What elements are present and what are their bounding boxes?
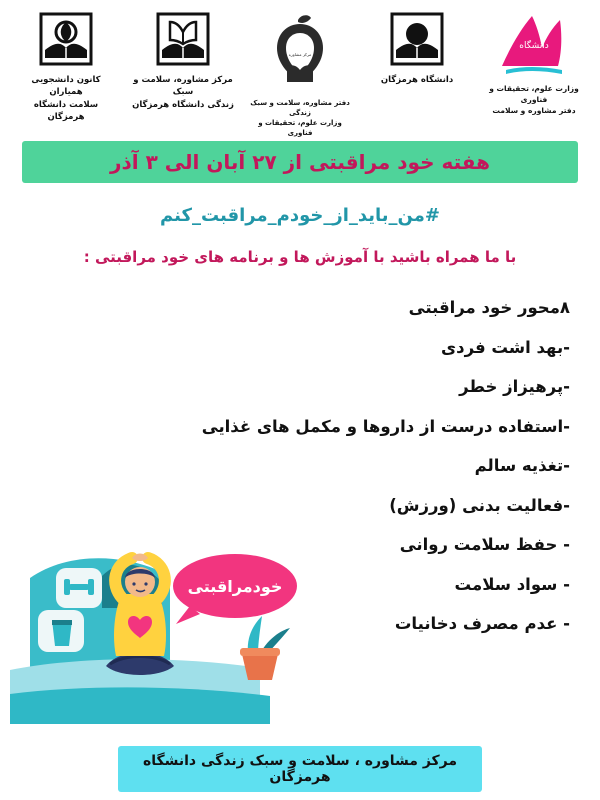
open-book-icon [152, 8, 214, 70]
university-emblem-icon [386, 8, 448, 70]
footer-text: مرکز مشاوره ، سلامت و سبک زندگی دانشگاه هرمزگان [142, 753, 458, 785]
logo-caption: دفتر مشاوره، سلامت و سبک زندگی وزارت علوم، تحقیقات و فناوری [250, 99, 350, 138]
poster-title-band [22, 141, 578, 183]
speech-bubble-label: خودمراقبتی [187, 577, 283, 596]
logo-caption: کانون دانشجویی همیاران سلامت دانشگاه هرمزگان [31, 75, 101, 122]
logo-block-university [365, 8, 469, 86]
footer-band [118, 746, 482, 792]
page-title: هفته خود مراقبتی از ۲۷ آبان الی ۳ آذر [109, 150, 491, 174]
list-item: - عدم مصرف دخانیات [394, 614, 570, 633]
list-item: - حفظ سلامت روانی [399, 535, 570, 554]
list-item: -بهد اشت فردی [441, 337, 570, 357]
subtitle-text: با ما همراه باشید با آموزش ها و برنامه های خود مراقبتی : [83, 248, 517, 266]
svg-text:مرکز مشاوره: مرکز مشاوره [288, 52, 312, 57]
yoga-illustration [10, 458, 330, 738]
list-item: - سواد سلامت [454, 574, 570, 594]
svg-text:دانشگاه: دانشگاه [519, 41, 549, 51]
logo-block-ministry-office [248, 8, 352, 139]
list-item: -فعالیت بدنی (ورزش) [389, 495, 570, 515]
hashtag-text: #من_باید_از_خودم_مراقبت_کنم [160, 205, 440, 226]
logo-block-student-health [14, 8, 118, 123]
potted-plant-icon [240, 616, 290, 680]
water-glass-icon [52, 620, 72, 646]
logo-caption: وزارت علوم، تحقیقات و فناوری دفتر مشاوره و سلامت [489, 84, 579, 115]
axes-heading: ۸محور خود مراقبتی [408, 298, 570, 317]
logo-block-counseling-center [131, 8, 235, 111]
list-item: -پرهیزاز خطر [459, 377, 570, 396]
header-logo-row [0, 0, 600, 138]
logo-block-ministry [482, 8, 586, 117]
list-item: -تغذیه سالم [474, 456, 570, 475]
list-item: -استفاده درست از داروها و مکمل های غذایی [201, 416, 570, 436]
ministry-logo-icon [496, 8, 572, 80]
apple-book-icon [257, 8, 343, 94]
logo-caption: دانشگاه هرمزگان [380, 75, 454, 85]
book-emblem-icon [35, 8, 97, 70]
logo-caption: مرکز مشاوره، سلامت و سبک زندگی دانشگاه هرمزگان [132, 75, 234, 110]
speech-bubble [173, 554, 297, 624]
